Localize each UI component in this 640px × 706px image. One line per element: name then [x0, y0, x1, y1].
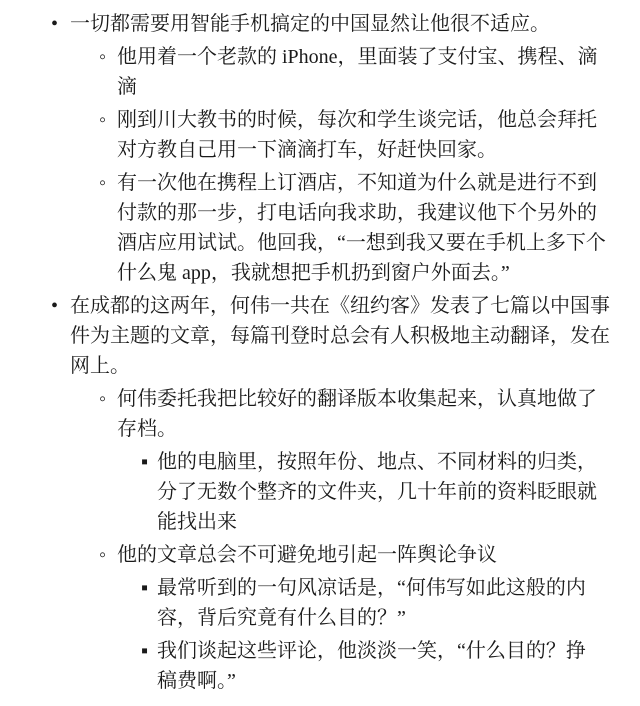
list-item-text: 最常听到的一句风凉话是，“何伟写如此这般的内容，背后究竟有什么目的？” [157, 577, 586, 629]
list-level-2 [70, 384, 615, 696]
list-item-text: 我们谈起这些评论，他淡淡一笑，“什么目的？挣稿费啊。” [157, 640, 586, 692]
bullet-disc-icon: • [51, 295, 59, 317]
bullet-square-icon: ▪ [141, 577, 149, 599]
list-item-text: 在成都的这两年，何伟一共在《纽约客》发表了七篇以中国事件为主题的文章，每篇刊登时总会有人积极地主动翻译，发在网上。 [70, 295, 610, 377]
list-item [99, 42, 615, 102]
list-item [51, 9, 615, 288]
list-item-text: 有一次他在携程上订酒店，不知道为什么就是进行不到付款的那一步，打电话向我求助，我建议他下个另外的酒店应用试试。他回我，“一想到我又要在手机上多下个什么鬼 app，我就想把手机扔到窗户外面去。” [117, 172, 606, 284]
list-level-2 [70, 42, 615, 288]
bullet-disc-icon: • [51, 13, 59, 35]
list-item [99, 168, 615, 288]
list-item-text: 他用着一个老款的 iPhone，里面装了支付宝、携程、滴滴 [117, 46, 598, 98]
list-level-3 [117, 573, 615, 696]
list-level-1 [0, 9, 615, 696]
bullet-circle-icon: ◦ [99, 172, 107, 194]
bullet-circle-icon: ◦ [99, 388, 107, 410]
bullet-square-icon: ▪ [141, 640, 149, 662]
list-item [99, 105, 615, 165]
list-item [99, 540, 615, 696]
bullet-circle-icon: ◦ [99, 109, 107, 131]
list-item-text: 他的电脑里，按照年份、地点、不同材料的归类，分了无数个整齐的文件夹，几十年前的资料眨眼就能找出来 [157, 451, 597, 533]
list-item-text: 刚到川大教书的时候，每次和学生谈完话，他总会拜托对方教自己用一下滴滴打车，好赶快回家。 [117, 109, 597, 161]
bullet-square-icon: ▪ [141, 451, 149, 473]
list-item [99, 384, 615, 537]
list-level-3 [117, 447, 615, 537]
list-item-text: 他的文章总会不可避免地引起一阵舆论争议 [117, 544, 497, 566]
list-item [51, 291, 615, 696]
bullet-circle-icon: ◦ [99, 544, 107, 566]
list-item [141, 447, 615, 537]
list-item-text: 一切都需要用智能手机搞定的中国显然让他很不适应。 [70, 13, 550, 35]
bullet-circle-icon: ◦ [99, 46, 107, 68]
list-item [141, 636, 615, 696]
list-item-text: 何伟委托我把比较好的翻译版本收集起来，认真地做了存档。 [117, 388, 597, 440]
list-item [141, 573, 615, 633]
